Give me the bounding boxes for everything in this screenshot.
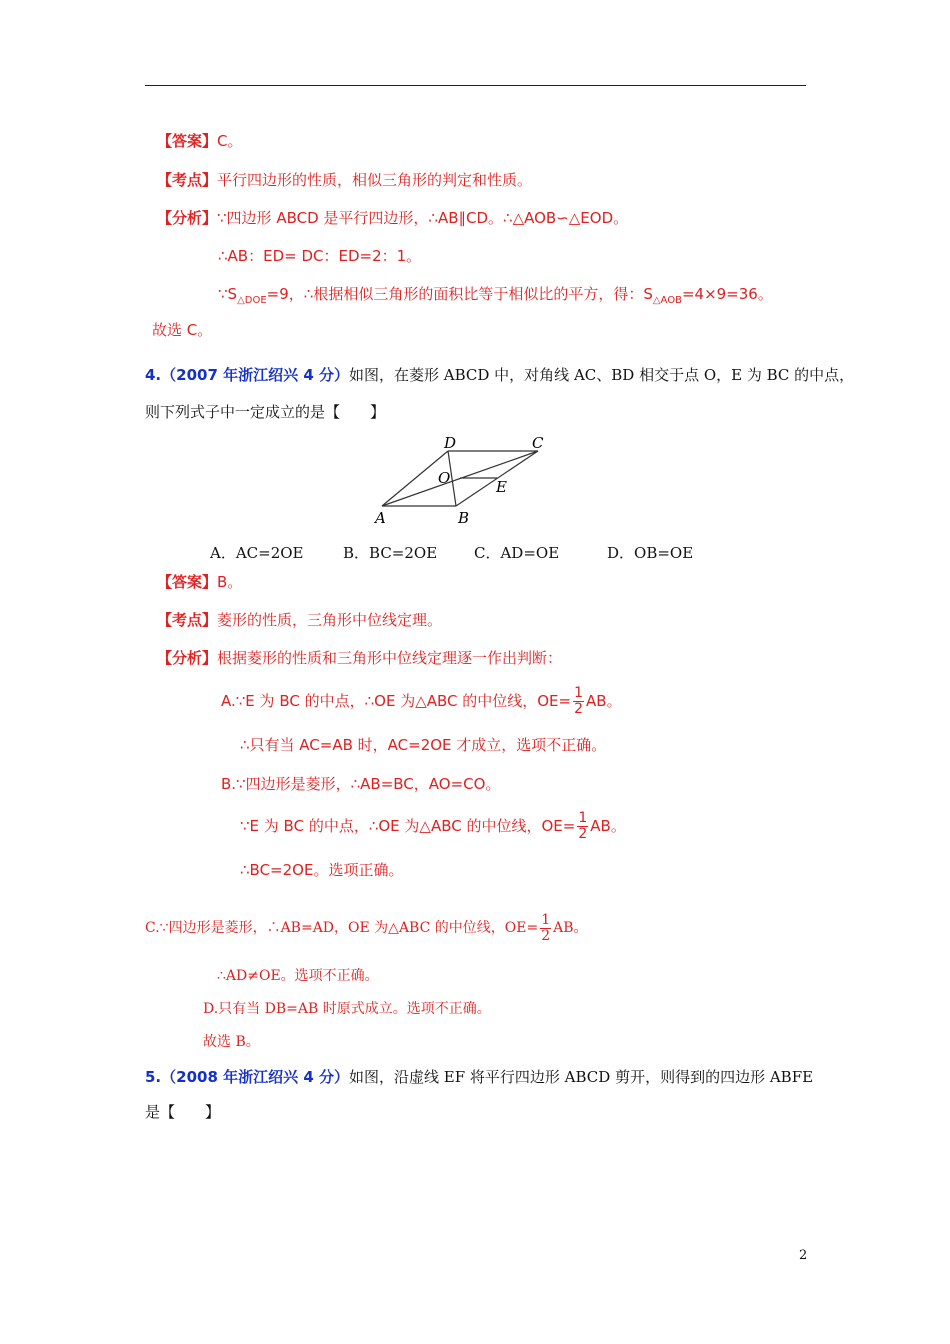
answer-text: C。	[217, 132, 243, 150]
option-c: C．AD=OE	[474, 544, 560, 562]
q4-options	[210, 543, 693, 563]
analysis-3a: ∵S	[218, 285, 238, 303]
q4-answer-line	[157, 572, 242, 592]
q5-stem-1	[145, 1067, 813, 1087]
answer-text: B。	[217, 573, 243, 591]
analysis-tag: 【分析】	[157, 649, 218, 667]
label-d: D	[444, 434, 457, 452]
frac-num: 1	[578, 810, 588, 826]
option-d: D．OB=OE	[607, 544, 694, 562]
q4-conclusion: 故选 B。	[203, 1034, 260, 1050]
q4-number: 4.	[145, 366, 162, 384]
analysis-text: ∵四边形 ABCD 是平行四边形，∴AB∥CD。∴△AOB∽△EOD。	[217, 209, 629, 227]
a1-post: AB。	[586, 692, 622, 710]
area-sub-aob: △AOB	[652, 295, 682, 306]
q3-analysis-line	[157, 208, 628, 228]
b2-text: ∵E 为 BC 的中点，∴OE 为△ABC 的中位线，OE=	[240, 817, 576, 835]
q4-b2	[240, 809, 626, 843]
label-b: B	[458, 509, 470, 527]
answer-tag: 【答案】	[157, 132, 218, 150]
q4-point-line	[157, 610, 442, 630]
b2-post: AB。	[590, 817, 626, 835]
label-e: E	[496, 478, 507, 496]
label-a: A	[375, 509, 386, 527]
frac-den: 2	[574, 701, 584, 717]
q4-option-a-analysis	[221, 684, 622, 718]
fraction-half	[540, 913, 551, 944]
option-b: B．BC=2OE	[343, 544, 438, 562]
q3-conclusion: 故选 C。	[152, 321, 213, 339]
q4-stem-1	[145, 365, 854, 385]
frac-num: 1	[541, 911, 551, 928]
header-rule	[145, 85, 806, 86]
q3-answer-line	[157, 131, 243, 151]
fraction-half	[577, 811, 588, 842]
c1-text: C.∵四边形是菱形，∴AB=AD，OE 为△ABC 的中位线，OE=	[145, 920, 539, 936]
q3-analysis-3	[218, 284, 773, 311]
option-a: A．AC=2OE	[210, 544, 304, 562]
rhombus-figure	[360, 430, 560, 530]
fraction-half	[573, 686, 584, 717]
point-text: 平行四边形的性质，相似三角形的判定和性质。	[217, 171, 533, 189]
point-tag: 【考点】	[157, 611, 218, 629]
label-o: O	[438, 469, 451, 487]
q4-d1: D.只有当 DB=AB 时原式成立。选项不正确。	[203, 1001, 491, 1017]
q4-b3: ∴BC=2OE。选项正确。	[240, 861, 404, 879]
analysis-tag: 【分析】	[157, 209, 218, 227]
q5-source: （2008 年浙江绍兴 4 分）	[161, 1068, 349, 1086]
q4-analysis-line	[157, 648, 562, 668]
q5-number: 5.	[145, 1068, 162, 1086]
q4-a2: ∴只有当 AC=AB 时，AC=2OE 才成立，选项不正确。	[240, 736, 607, 754]
q4-stem-2: 则下列式子中一定成立的是【 】	[145, 403, 386, 421]
label-c: C	[532, 434, 544, 452]
area-sub-doe: △DOE	[237, 295, 267, 306]
q3-analysis-2: ∴AB：ED= DC：ED=2：1。	[218, 247, 422, 265]
q4-c2: ∴AD≠OE。选项不正确。	[217, 968, 379, 984]
frac-num: 1	[574, 685, 584, 701]
q5-stem-text: 如图，沿虚线 EF 将平行四边形 ABCD 剪开，则得到的四边形 ABFE	[349, 1068, 814, 1086]
q4-stem-text: 如图，在菱形 ABCD 中，对角线 AC、BD 相交于点 O，E 为 BC 的中点，	[349, 366, 855, 384]
answer-tag: 【答案】	[157, 573, 218, 591]
q3-point-line	[157, 170, 532, 190]
page-number: 2	[799, 1248, 808, 1263]
frac-den: 2	[578, 826, 588, 842]
analysis-3c: =4×9=36。	[681, 285, 773, 303]
point-tag: 【考点】	[157, 171, 218, 189]
a1-text: A.∵E 为 BC 的中点，∴OE 为△ABC 的中位线，OE=	[221, 692, 572, 710]
point-text: 菱形的性质，三角形中位线定理。	[217, 611, 443, 629]
q4-b1: B.∵四边形是菱形，∴AB=BC，AO=CO。	[221, 775, 501, 793]
q4-c1	[145, 911, 588, 945]
analysis-text: 根据菱形的性质和三角形中位线定理逐一作出判断：	[217, 649, 563, 667]
analysis-3b: =9，∴根据相似三角形的面积比等于相似比的平方，得：S	[266, 285, 653, 303]
q5-stem-2: 是【 】	[145, 1103, 221, 1121]
q4-source: （2007 年浙江绍兴 4 分）	[161, 366, 349, 384]
frac-den: 2	[541, 927, 551, 944]
c1-post: AB。	[553, 920, 588, 936]
